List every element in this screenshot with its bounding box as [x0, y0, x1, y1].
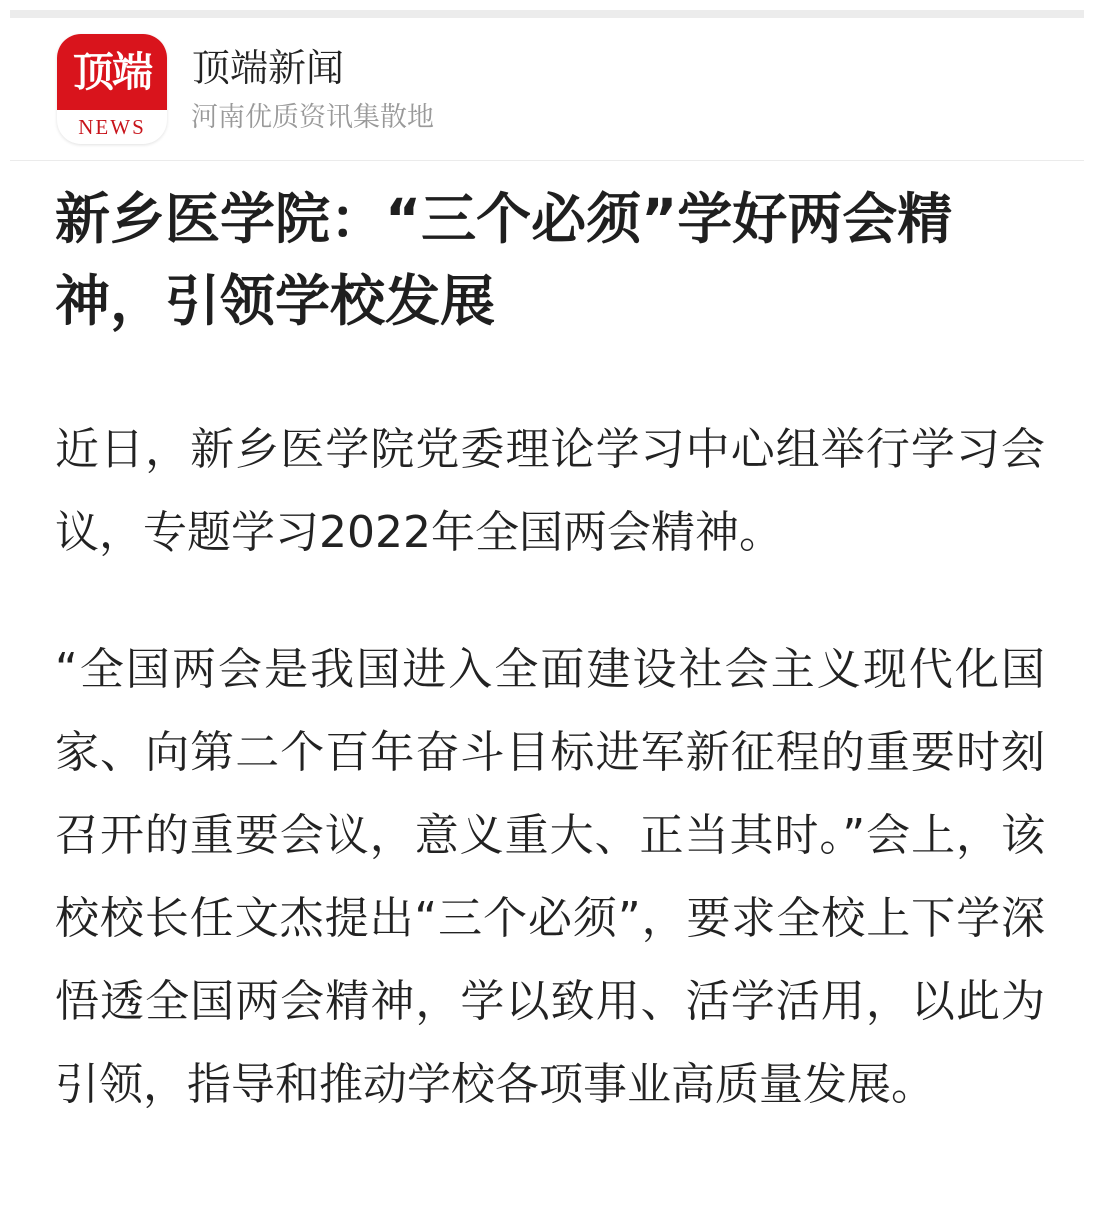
logo-mark: 顶端 [73, 47, 151, 96]
source-name[interactable]: 顶端新闻 [192, 46, 345, 90]
logo-news-label: NEWS [78, 114, 146, 139]
source-header[interactable] [10, 18, 1084, 161]
article-paragraph-2: “全国两会是我国进入全面建设社会主义现代化国家、向第二个百年奋斗目标进军新征程的重要时刻召开的重要会议，意义重大、正当其时。”会上，该校校长任文杰提出“三个必须”，要求全校上下学深悟透全国两会精神，学以致用、活学活用，以此为引领，指导和推动学校各项事业高质量发展。 [55, 644, 1045, 1110]
logo-news-block [57, 110, 167, 144]
logo-red-block [57, 34, 167, 110]
article-title: 新乡医学院：“三个必须”学好两会精神，引领学校发展 [55, 187, 953, 333]
source-tagline: 河南优质资讯集散地 [191, 102, 434, 133]
top-divider [10, 10, 1084, 18]
article-paragraph-1: 近日，新乡医学院党委理论学习中心组举行学习会议，专题学习2022年全国两会精神。 [55, 424, 1045, 558]
source-logo[interactable] [57, 34, 167, 144]
